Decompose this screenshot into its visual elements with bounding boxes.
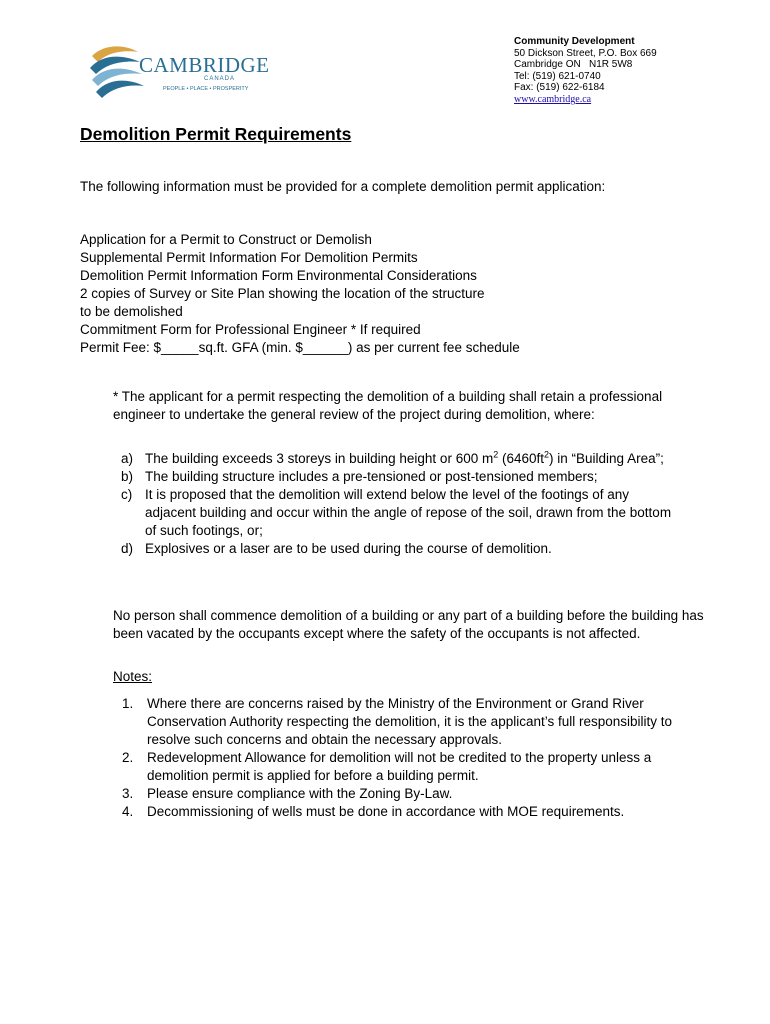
logo-tagline: PEOPLE • PLACE • PROSPERITY [163,86,249,92]
notes-list [122,695,712,821]
conditions-list [118,450,678,558]
condition-marker: b) [121,469,134,484]
condition-text: It is proposed that the demolition will extend below the level of the footings of any adjacent building and occur within the angle of repose of the soil, drawn from the bottom of such footings, or; [145,487,672,538]
city-postal: Cambridge ON N1R 5W8 [514,59,633,71]
note-marker: 2. [122,750,134,765]
notes-heading: Notes: [113,669,153,684]
condition-item [118,486,678,540]
engineer-note: * The applicant for a permit respecting the demolition of a building shall retain a professional engineer to undertake the general review of the project during demolition, where: [113,389,663,422]
note-text: Redevelopment Allowance for demolition will not be credited to the property unless a demolition permit is applied for before a building permit. [147,750,652,783]
note-text: Decommissioning of wells must be done in accordance with MOE requirements. [147,804,625,819]
logo-country: CANADA [204,76,236,82]
requirement-item: Application for a Permit to Construct or Demolish [80,232,372,247]
condition-marker: c) [121,487,133,502]
note-item [122,785,712,803]
note-text: Where there are concerns raised by the Ministry of the Environment or Grand River Conservation Authority respecting the demolition, it is the applicant’s full responsibility to resolve such concerns and obtain the necessary approvals. [147,696,673,747]
condition-item [118,540,678,558]
cambridge-logo [86,42,270,100]
condition-marker: a) [121,451,134,466]
requirement-item: Permit Fee: $_____sq.ft. GFA (min. $______) as per current fee schedule [80,340,520,355]
requirement-item: 2 copies of Survey or Site Plan showing the location of the structure [80,286,485,301]
condition-text: The building structure includes a pre-tensioned or post-tensioned members; [145,469,598,484]
website-link[interactable]: www.cambridge.ca [514,93,592,105]
note-marker: 1. [122,696,134,711]
note-text: Please ensure compliance with the Zoning By-Law. [147,786,453,801]
occupancy-paragraph: No person shall commence demolition of a building or any part of a building before the building has been vacated by the occupants except where the safety of the occupants is not affected. [113,608,704,641]
requirement-item: Demolition Permit Information Form Environmental Considerations [80,268,477,283]
department-name: Community Development [514,36,635,47]
condition-item [118,468,678,486]
condition-marker: d) [121,541,134,556]
requirement-item: to be demolished [80,304,183,319]
note-item [122,695,712,749]
page-title: Demolition Permit Requirements [80,124,352,144]
note-marker: 4. [122,804,134,819]
condition-item [118,450,678,468]
telephone: Tel: (519) 621-0740 [514,70,601,82]
requirements-list [80,231,520,357]
street-address: 50 Dickson Street, P.O. Box 669 [514,47,657,59]
note-marker: 3. [122,786,134,801]
logo-wordmark: CAMBRIDGE [139,53,270,77]
requirement-item: Supplemental Permit Information For Demolition Permits [80,250,418,265]
address-block [514,36,657,106]
condition-text: The building exceeds 3 storeys in building height or 600 $m^2$ $(6460ft^2)$ in “Building Area”; [145,449,664,466]
intro-text: The following information must be provided for a complete demolition permit application: [80,179,606,194]
wave-emblem-icon [86,42,146,100]
note-item [122,749,712,785]
condition-text: Explosives or a laser are to be used during the course of demolition. [145,541,552,556]
note-item [122,803,712,821]
requirement-item: Commitment Form for Professional Engineer * If required [80,322,421,337]
fax: Fax: (519) 622-6184 [514,82,605,94]
